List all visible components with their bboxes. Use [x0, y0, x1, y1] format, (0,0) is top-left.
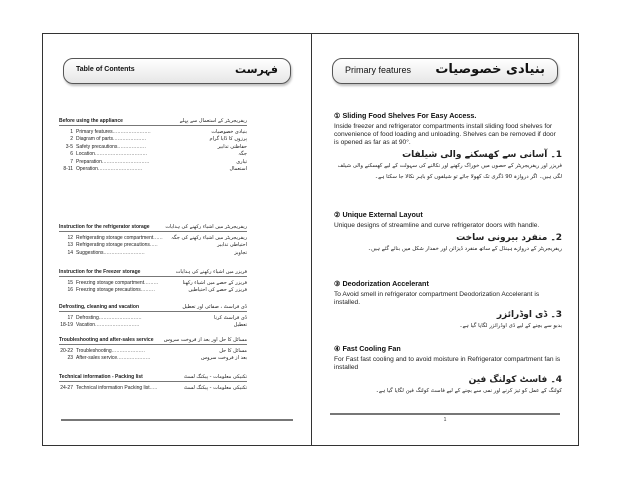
toc-entry[interactable] [59, 280, 247, 287]
toc-section-title-urdu: ریفریجریٹر میں اشیاء رکھنے کی ہدایات [165, 224, 247, 230]
toc-section-heading [59, 269, 247, 277]
toc-entry-urdu: ریفریجریٹر میں اشیاء رکھنے کی جگہ [171, 235, 247, 241]
toc-page-number: 1 [70, 129, 73, 135]
toc-page-number: 7 [70, 158, 73, 165]
toc-leader-dots: ..................... [117, 355, 151, 362]
toc-entry[interactable] [59, 250, 247, 257]
features-title: Primary features [345, 65, 412, 75]
toc-entry-label: Freezing storage precautions [76, 287, 141, 294]
toc-entry-label: Operation [76, 165, 98, 172]
feature-title: ③ Deodorization Accelerant [334, 279, 429, 288]
features-title-urdu: بنیادی خصوصیات [435, 62, 545, 77]
toc-leader-dots: ......... [144, 280, 159, 286]
toc-section [59, 118, 247, 173]
feature-external-layout [334, 210, 562, 255]
toc-entry[interactable] [59, 355, 247, 362]
toc-entry-label: Freezing storage compartment [76, 280, 145, 286]
toc-section-heading [59, 118, 247, 126]
toc-entry-urdu: فریزر کے حصے کی احتیاطیں [188, 287, 247, 294]
toc-leader-dots: ..................... [111, 348, 146, 354]
toc-entry-urdu: تیاری [236, 158, 247, 165]
feature-title: ① Sliding Food Shelves For Easy Access. [334, 111, 477, 120]
toc-entry-urdu: بعد از فروخت سروس [200, 355, 247, 362]
page-footer-rule [61, 419, 293, 421]
toc-entry-urdu: تکنیکی معلومات - پیکنگ لسٹ [183, 385, 247, 391]
toc-entry-urdu: استعمال [229, 165, 247, 172]
feature-title-urdu: 4۔ فاسٹ کولنگ فین [468, 375, 562, 385]
toc-page-number: 6 [70, 151, 73, 158]
toc-section-title: Defrosting, cleaning and vacation [59, 304, 140, 310]
toc-page-number: 15 [67, 280, 73, 286]
toc-leader-dots: ............................ [97, 165, 143, 172]
toc-section-title-urdu: تکنیکی معلومات - پیکنگ لسٹ [183, 374, 247, 380]
feature-sliding-shelves [334, 111, 562, 183]
feature-title: ② Unique External Layout [334, 210, 423, 219]
feature-title: ④ Fast Cooling Fan [334, 344, 401, 353]
toc-section-title: Instruction for the refrigerator storage [59, 224, 150, 230]
toc-section-heading [59, 337, 247, 345]
toc-section-title-urdu: مسائل کا حل اور بعد از فروخت سروس [163, 337, 247, 343]
toc-entry[interactable] [59, 242, 247, 249]
toc-entry-urdu: حفاظتی تدابیر [217, 143, 247, 150]
toc-entry-label: Preparation [76, 158, 102, 165]
toc-section [59, 374, 247, 392]
feature-description-urdu: کولنگ کے عمل کو تیز کرنے اور نمی سے بچنے کے لیے فاسٹ کولنگ فین لگایا گیا ہے۔ [375, 388, 562, 394]
feature-description-urdu: فریزر اور ریفریجریٹر کے حصوں میں خوراک رکھنے اور نکالنے کی سہولت کے لیے کھسکنے والی شیلف لگی ہیں۔ اگر دروازہ 90 ڈگری تک کھولا جائے تو شیلفوں کو باہر نکالا جا سکتا ہے۔ [337, 163, 562, 180]
toc-entry[interactable] [59, 385, 247, 392]
toc-leader-dots: ...... [153, 235, 163, 241]
toc-entry-urdu: پرزوں کا ڈایا گرام [209, 136, 247, 143]
toc-entry-label: Troubleshooting [76, 348, 112, 354]
toc-entry-label: Primary features [76, 129, 113, 135]
toc-page-number: 8-11 [63, 165, 73, 172]
feature-title-urdu: 1۔ آسانی سے کھسکنے والی شیلفات [402, 150, 562, 160]
toc-leader-dots: .............................. [101, 158, 150, 165]
toc-leader-dots: ........................... [98, 315, 142, 321]
toc-entry-urdu: جگہ [238, 151, 247, 158]
toc-entry-urdu: بنیادی خصوصیات [211, 129, 247, 135]
feature-description: To Avoid smell in refrigerator compartment Deodorization Accelerant is installed. [334, 291, 540, 306]
toc-page-number: 20-22 [60, 348, 73, 354]
toc-entry-urdu: احتیاطی تدابیر [217, 242, 247, 249]
toc-page-number: 12 [67, 235, 73, 241]
toc-leader-dots: ............................ [95, 322, 140, 329]
features-header [332, 58, 558, 84]
toc-page-number: 17 [67, 315, 73, 321]
toc-entry-urdu: تعطیل [233, 322, 247, 329]
toc-leader-dots: ..................... [112, 136, 147, 143]
toc-entry-label: Safety precautions [76, 143, 118, 150]
toc-header [63, 58, 291, 84]
toc-section-title-urdu: ڈی فراسٹ ، صفائی اور تعطیل [182, 304, 247, 310]
toc-entry[interactable] [59, 151, 247, 158]
toc-leader-dots: ..... [149, 385, 158, 391]
feature-deodorization [334, 279, 562, 332]
toc-page-number: 24-27 [60, 385, 73, 391]
toc-entry[interactable] [59, 322, 247, 329]
toc-section-title: Technical information - Packing list [59, 374, 143, 380]
toc-entry-label: Defrosting [76, 315, 99, 321]
toc-entry[interactable] [59, 159, 247, 166]
toc-entry-label: After-sales service [76, 355, 118, 362]
toc-section-title: Instruction for the Freezer storage [59, 269, 141, 275]
toc-title-urdu: فہرست [235, 63, 278, 76]
toc-section-heading [59, 224, 247, 232]
toc-page-number: 14 [67, 249, 73, 256]
toc-section [59, 269, 247, 295]
toc-title: Table of Contents [76, 66, 135, 73]
toc-entry-label: Technical information Packing list [76, 385, 150, 391]
left-page [42, 33, 312, 446]
feature-description-urdu: بدبو سے بچنے کے لیے ڈی اوڈرائزر لگایا گیا ہے۔ [459, 323, 562, 329]
toc-entry-urdu: تجاویز [234, 249, 247, 256]
toc-section [59, 304, 247, 330]
toc-entry-label: Location [76, 151, 95, 158]
toc-leader-dots: ..... [149, 242, 158, 249]
toc-entry-label: Refrigerating storage compartment [76, 235, 154, 241]
toc-entry-label: Diagram of parts [76, 136, 113, 143]
toc-section-title: Before using the appliance [59, 118, 123, 124]
toc-entry[interactable] [59, 144, 247, 151]
toc-entry-label: Refrigerating storage precautions [76, 242, 150, 249]
toc-page-number: 18-19 [60, 322, 73, 329]
toc-leader-dots: .......................... [103, 249, 145, 256]
feature-description: Inside freezer and refrigerator compartments install sliding food shelves for convenience of food loading and unloading. Shelves can be removed if door is opened as far as at 90°. [334, 123, 556, 146]
toc-section-title-urdu: ریفریجریٹر کے استعمال سے پہلے [179, 118, 247, 124]
page-number: 1 [443, 417, 447, 423]
toc-entry-label: Vacation [76, 322, 96, 329]
feature-description: Unique designs of streamline and curve refrigerator doors with handle. [334, 222, 540, 229]
feature-fast-cooling-fan [334, 344, 562, 397]
feature-description-urdu: ریفریجریٹر کے دروازے ہینڈل کے ساتھ منفرد ڈیزائن اور خمدار شکل میں بنائے گئے ہیں۔ [367, 246, 562, 252]
toc-entry-urdu: فریزر کے حصے میں اشیاء رکھنا [182, 280, 247, 286]
toc-entry[interactable] [59, 348, 247, 355]
toc-entry[interactable] [59, 166, 247, 173]
toc-entry-urdu: مسائل کا حل [219, 348, 247, 354]
toc-page-number: 13 [67, 242, 73, 249]
right-page [311, 33, 579, 446]
page-footer-rule [330, 413, 560, 415]
feature-description: For Fast fast cooling and to avoid moisture in Refrigerator compartment fan is installed [334, 356, 561, 371]
toc-section [59, 337, 247, 363]
toc-section [59, 224, 247, 257]
toc-entry[interactable] [59, 287, 247, 294]
toc-leader-dots: .................. [117, 143, 147, 150]
toc-page-number: 3-5 [65, 143, 73, 150]
toc-leader-dots: ................................. [94, 151, 148, 158]
toc-page-number: 23 [67, 355, 73, 362]
toc-page-number: 16 [67, 287, 73, 294]
toc-leader-dots: ......... [140, 287, 156, 294]
toc-entry-urdu: ڈی فراسٹ کرنا [213, 315, 247, 321]
toc-entry[interactable] [59, 235, 247, 242]
toc-page-number: 2 [70, 136, 73, 143]
feature-title-urdu: 2۔ منفرد بیرونی ساخت [456, 233, 562, 243]
toc-entry-label: Suggestions [76, 249, 104, 256]
toc-entry[interactable] [59, 136, 247, 143]
toc-leader-dots: ........................ [112, 129, 151, 135]
toc-section-heading [59, 374, 247, 382]
toc-section-title: Troubleshooting and after-sales service [59, 337, 154, 343]
toc-section-heading [59, 304, 247, 312]
toc-entry[interactable] [59, 315, 247, 322]
toc-section-title-urdu: فریزر میں اشیاء رکھنے کی ہدایات [175, 269, 247, 275]
feature-title-urdu: 3۔ ڈی اوڈرائزر [496, 310, 562, 320]
